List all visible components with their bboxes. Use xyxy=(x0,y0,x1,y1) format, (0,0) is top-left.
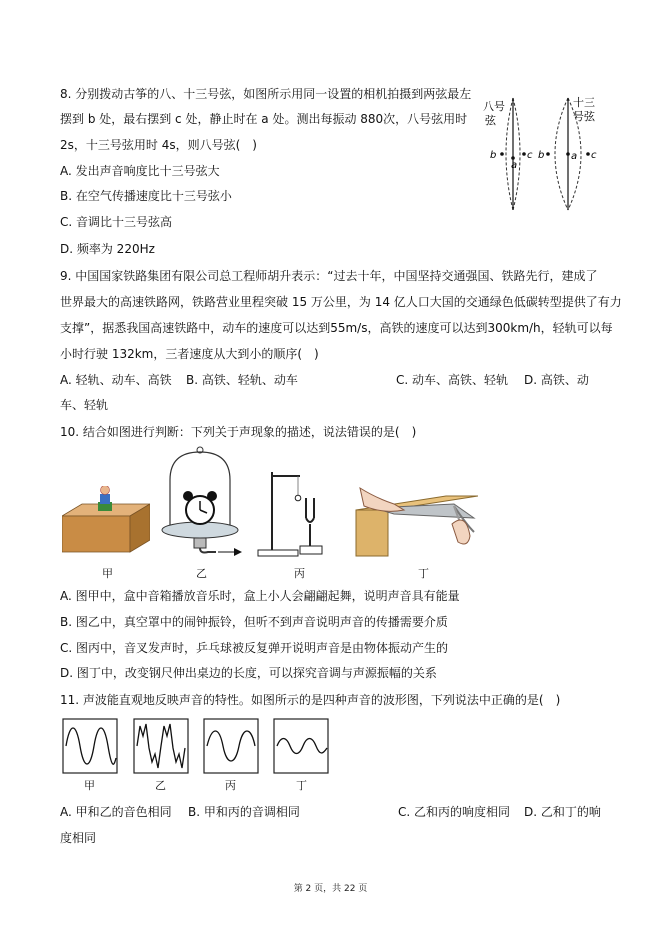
q8-option-d: D. 频率为 220Hz xyxy=(60,242,155,256)
q10-figure-yi xyxy=(158,446,244,558)
page-footer: 第 2 页，共 22 页 xyxy=(293,884,368,894)
q9-option-d-cont: 车、轻轨 xyxy=(60,398,109,412)
q11-option-c: C. 乙和丙的响度相同 xyxy=(398,805,511,819)
q9-option-a: A. 轻轨、动车、高铁 xyxy=(60,373,172,387)
q8-option-b: B. 在空气传播速度比十三号弦小 xyxy=(60,189,232,203)
q9-option-c: C. 动车、高铁、轻轨 xyxy=(396,373,509,387)
q8-fig-a-right: a xyxy=(571,151,578,162)
q11-caption-bing: 丙 xyxy=(225,779,236,792)
q10-option-c: C. 图丙中，音叉发声时，乒乓球被反复弹开说明声音是由物体振动产生的 xyxy=(60,641,449,655)
q9-option-d: D. 高铁、动 xyxy=(524,373,589,387)
q11-option-d: D. 乙和丁的响 xyxy=(524,805,601,819)
q10-caption-ding: 丁 xyxy=(418,567,429,580)
q8-option-a: A. 发出声音响度比十三号弦大 xyxy=(60,164,220,178)
q8-string-8-left xyxy=(506,98,513,210)
q9-stem-line1: 9. 中国国家铁路集团有限公司总工程师胡升表示：“过去十年，中国坚持交通强国、铁路先行，建成了 xyxy=(60,269,598,283)
q10-option-b: B. 图乙中，真空罩中的闹钟振铃，但听不到声音说明声音的传播需要介质 xyxy=(60,615,448,629)
q10-figure-bing xyxy=(256,466,346,558)
q8-option-c: C. 音调比十三号弦高 xyxy=(60,215,173,229)
q8-fig-b-right: b xyxy=(538,150,545,161)
q11-wave-jia xyxy=(62,718,118,774)
q8-stem-line3: 2s，十三号弦用时 4s，则八号弦( ) xyxy=(60,138,257,152)
q11-caption-yi: 乙 xyxy=(155,779,166,792)
q9-option-b: B. 高铁、轻轨、动车 xyxy=(186,373,298,387)
q9-stem-line2: 世界最大的高速铁路网，铁路营业里程突破 15 万公里，为 14 亿人口大国的交通绿色低碳转型提供了有力 xyxy=(60,295,622,309)
q8-fig-c-right: c xyxy=(591,150,597,161)
q10-option-d: D. 图丁中，改变钢尺伸出桌边的长度，可以探究音调与声源振幅的关系 xyxy=(60,666,437,680)
q11-option-d-cont: 度相同 xyxy=(60,831,97,845)
q11-wave-bing xyxy=(203,718,259,774)
q8-stem-line1: 8. 分别拨动古筝的八、十三号弦，如图所示用同一设置的相机拍摄到两弦最左 xyxy=(60,87,472,101)
q10-figure-ding xyxy=(354,484,478,558)
q8-stem-line2: 摆到 b 处，最右摆到 c 处，静止时在 a 处。测出每振动 880次，八号弦用时 xyxy=(60,112,468,126)
q8-fig-label-left-1: 八号 xyxy=(483,100,505,113)
q8-strings-figure xyxy=(475,92,605,214)
q8-string-8-right xyxy=(513,98,520,210)
q9-stem-line3: 支撑”，据悉我国高速铁路中，动车的速度可以达到55m/s，高铁的速度可以达到300km/h，轻轨可以每 xyxy=(60,321,613,335)
q8-fig-c-left: c xyxy=(527,150,533,161)
q10-caption-jia: 甲 xyxy=(102,567,113,580)
q11-wave-yi xyxy=(133,718,189,774)
q8-fig-label-right-1: 十三 xyxy=(573,96,595,109)
q10-caption-bing: 丙 xyxy=(294,567,305,580)
q9-stem-line4: 小时行驶 132km，三者速度从大到小的顺序( ) xyxy=(60,347,319,361)
q11-option-a: A. 甲和乙的音色相同 xyxy=(60,805,172,819)
q10-stem: 10. 结合如图进行判断：下列关于声现象的描述，说法错误的是( ) xyxy=(60,425,417,439)
q11-stem: 11. 声波能直观地反映声音的特性。如图所示的是四种声音的波形图，下列说法中正确的是( ) xyxy=(60,693,561,707)
q11-wave-ding xyxy=(273,718,329,774)
q8-fig-b-left: b xyxy=(490,150,497,161)
q8-fig-a-left: a xyxy=(511,160,518,171)
q10-figure-jia xyxy=(62,486,150,556)
q10-option-a: A. 图甲中，盒中音箱播放音乐时，盒上小人会翩翩起舞，说明声音具有能量 xyxy=(60,589,460,603)
q11-caption-jia: 甲 xyxy=(84,779,95,792)
q11-caption-ding: 丁 xyxy=(296,779,307,792)
q10-caption-yi: 乙 xyxy=(196,567,207,580)
q8-string-13-left xyxy=(555,98,568,210)
q11-option-b: B. 甲和丙的音调相同 xyxy=(188,805,300,819)
q8-fig-label-right-2: 号弦 xyxy=(573,110,595,123)
q8-fig-label-left-2: 弦 xyxy=(485,114,496,127)
